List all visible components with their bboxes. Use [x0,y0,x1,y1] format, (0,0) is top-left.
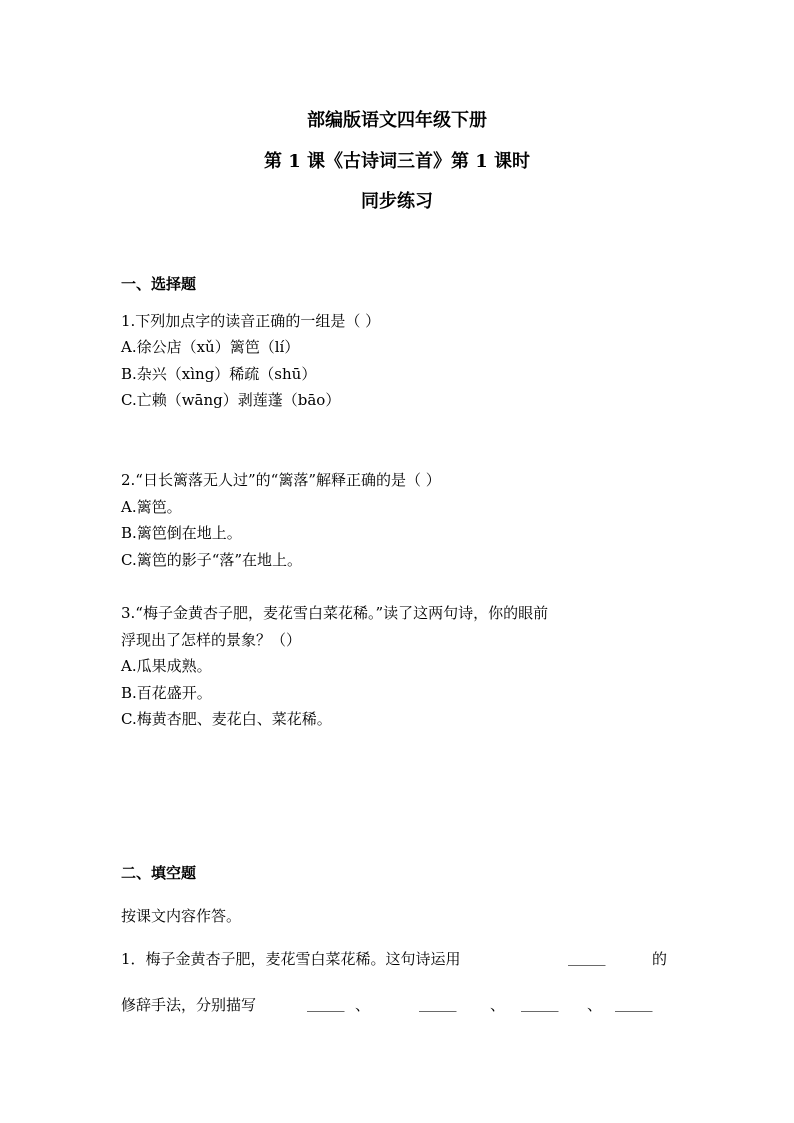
fill-blank-2[interactable]: _____ [419,994,457,1012]
question-1-option-c: C.亡赖（wāng）剥莲蓬（bāo） [121,391,341,409]
fill-question-1-text: 1．梅子金黄杏子肥，麦花雪白菜花稀。这句诗运用 [121,950,461,968]
question-3-option-c: C.梅黄杏肥、麦花白、菜花稀。 [121,710,332,728]
question-2-option-c: C.篱笆的影子“落”在地上。 [121,551,303,569]
fill-instruction: 按课文内容作答。 [121,907,242,925]
fill-blank-4[interactable]: _____ [615,994,653,1012]
section-heading-fill: 二、填空题 [121,864,197,882]
fill-blank-1[interactable]: _____ [307,994,345,1012]
question-1-option-b: B.杂兴（xìng）稀疏（shū） [121,365,317,383]
question-3-stem-line2: 浮现出了怎样的景象？（） [121,631,302,649]
fill-blank-3[interactable]: _____ [521,994,559,1012]
fill-blank-rhetoric[interactable]: _____ [568,948,606,966]
doc-title: 部编版语文四年级下册 [307,110,487,131]
lesson-title: 第 1 课《古诗词三首》第 1 课时 [263,151,531,172]
question-2-option-b: B.篱笆倒在地上。 [121,524,242,542]
question-1-option-a: A.徐公店（xǔ）篱笆（lí） [121,338,300,356]
fill-separator-2: 、 [490,996,506,1014]
question-3-option-b: B.百花盛开。 [121,684,212,702]
fill-question-1-suffix: 的 [652,950,668,968]
section-heading-choice: 一、选择题 [121,275,197,293]
exercise-title: 同步练习 [361,191,433,212]
question-3-option-a: A.瓜果成熟。 [121,657,212,675]
question-3-stem-line1: 3.“梅子金黄杏子肥，麦花雪白菜花稀。”读了这两句诗，你的眼前 [121,604,549,622]
fill-separator-3: 、 [587,996,603,1014]
question-1-stem: 1.下列加点字的读音正确的一组是（ ） [121,312,381,330]
question-2-stem: 2.“日长篱落无人过”的“篱落”解释正确的是（ ） [121,471,441,489]
fill-question-1-line2: 修辞手法，分别描写 [121,996,257,1014]
question-2-option-a: A.篱笆。 [121,498,182,516]
fill-separator-1: 、 [355,996,371,1014]
